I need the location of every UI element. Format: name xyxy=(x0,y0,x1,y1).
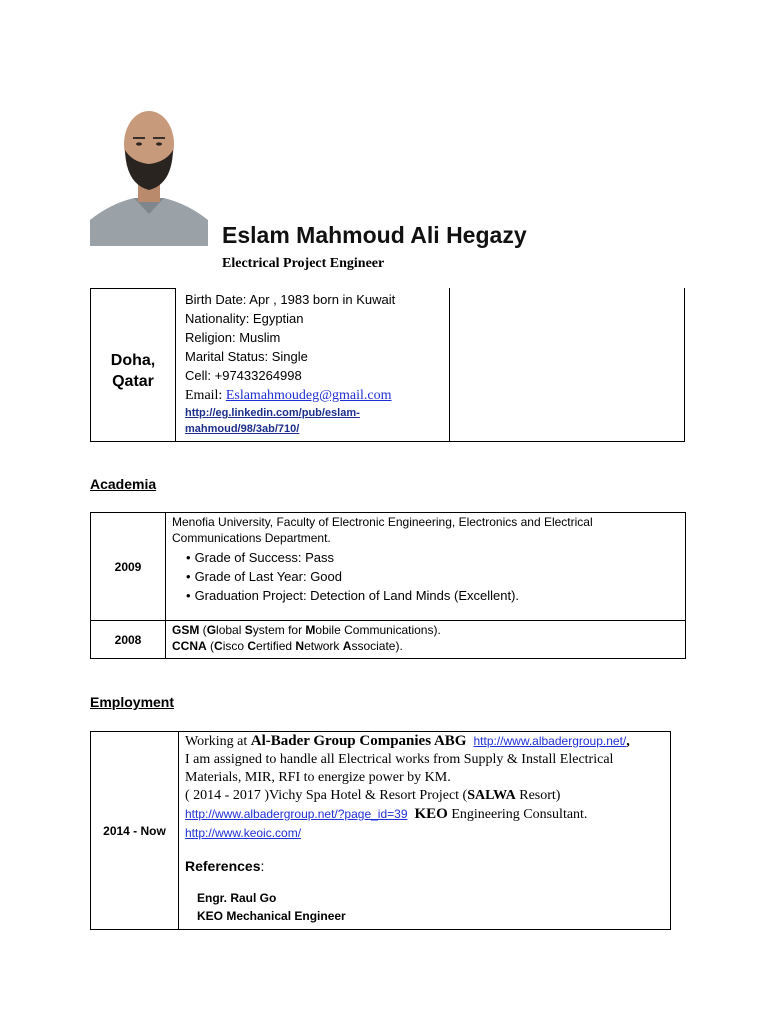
gsm-line: GSM (Global System for Mobile Communications). xyxy=(172,623,441,637)
linkedin-link-line2[interactable]: mahmoud/98/3ab/710/ xyxy=(185,423,300,435)
location-country: Qatar xyxy=(112,373,154,390)
contact-box-bottom-border xyxy=(448,441,685,442)
cell-phone: Cell: +97433264998 xyxy=(185,368,302,383)
email-label: Email: xyxy=(185,388,226,403)
university-description: Menofia University, Faculty of Electronic Engineering, Electronics and Electrical Communications Department. xyxy=(172,515,593,545)
consultant-line xyxy=(185,805,666,824)
ccna-abbr: CCNA xyxy=(172,639,207,653)
ccna-letter: C xyxy=(214,639,223,653)
linkedin-link-line1[interactable]: http://eg.linkedin.com/pub/eslam- xyxy=(185,407,360,419)
ccna-text: ertified xyxy=(256,639,296,653)
marital-status: Marital Status: Single xyxy=(185,349,308,364)
company-link[interactable]: http://www.albadergroup.net/ xyxy=(473,734,627,748)
academia-heading: Academia xyxy=(90,476,157,492)
gsm-text: obile Communications). xyxy=(315,623,441,637)
references-colon: : xyxy=(260,858,265,874)
reference-role: KEO Mechanical Engineer xyxy=(197,909,346,923)
references-heading xyxy=(185,857,666,875)
working-at-text: Working at xyxy=(185,734,251,749)
gsm-letter: M xyxy=(305,623,316,637)
ccna-letter: A xyxy=(342,639,352,653)
table-row xyxy=(91,621,686,659)
employment-table xyxy=(90,731,671,930)
location-city: Doha, xyxy=(110,352,156,369)
consultant-link[interactable]: http://www.keoic.com/ xyxy=(185,826,302,840)
academia-table xyxy=(90,512,686,659)
candidate-name: Eslam Mahmoud Ali Hegazy xyxy=(222,222,527,248)
gsm-letter: S xyxy=(244,623,253,637)
religion: Religion: Muslim xyxy=(185,330,281,345)
ccna-line: CCNA (Cisco Certified Network Associate). xyxy=(172,639,403,653)
project-suffix: Resort) xyxy=(515,788,561,803)
gsm-text: ystem for xyxy=(252,623,306,637)
certifications-cell xyxy=(166,621,686,659)
employment-heading: Employment xyxy=(90,694,175,710)
project-line xyxy=(185,787,666,805)
linkedin-row xyxy=(185,405,395,437)
company-name: Al-Bader Group Companies ABG xyxy=(250,733,467,749)
academia-description-cell xyxy=(166,513,686,621)
project-link[interactable]: http://www.albadergroup.net/?page_id=39 xyxy=(185,807,408,821)
gsm-abbr: GSM xyxy=(172,623,200,637)
ccna-letter: C xyxy=(247,639,257,653)
profile-photo xyxy=(90,92,208,246)
birth-date: Birth Date: Apr , 1983 born in Kuwait xyxy=(185,292,396,307)
consultant-name: KEO xyxy=(414,806,448,822)
ccna-text: etwork xyxy=(304,639,343,653)
reference-name: Engr. Raul Go xyxy=(197,891,277,905)
list-item: • Graduation Project: Detection of Land Minds (Excellent). xyxy=(186,586,685,605)
ccna-text: isco xyxy=(222,639,248,653)
grade-list xyxy=(172,548,685,605)
location xyxy=(92,350,174,392)
project-name: SALWA xyxy=(467,788,516,803)
employer-line xyxy=(185,732,666,751)
contact-details xyxy=(185,290,395,437)
nationality: Nationality: Egyptian xyxy=(185,311,304,326)
table-row xyxy=(91,513,686,621)
employment-description-cell xyxy=(179,732,671,930)
duty-description: I am assigned to handle all Electrical works from Supply & Install Electrical Materials, MIR, RFI to energize power by KM. xyxy=(185,752,614,785)
ccna-letter: N xyxy=(295,639,305,653)
gsm-letter: G xyxy=(206,623,217,637)
consultant-text: Engineering Consultant. xyxy=(447,807,588,822)
contact-box-right-border xyxy=(684,288,685,441)
list-item: • Grade of Success: Pass xyxy=(186,548,685,567)
email-row xyxy=(185,385,395,405)
academia-year: 2009 xyxy=(91,513,166,621)
list-item: • Grade of Last Year: Good xyxy=(186,567,685,586)
project-prefix: ( 2014 - 2017 )Vichy Spa Hotel & Resort Project ( xyxy=(185,788,468,803)
email-link[interactable]: Eslamahmoudeg@gmail.com xyxy=(225,388,392,403)
references-label: References xyxy=(185,858,261,874)
ccna-text: ssociate). xyxy=(351,639,403,653)
employment-period: 2014 - Now xyxy=(91,732,179,930)
job-title: Electrical Project Engineer xyxy=(222,256,385,271)
gsm-text: lobal xyxy=(216,623,245,637)
comma: , xyxy=(626,734,630,749)
table-row xyxy=(91,732,671,930)
academia-year: 2008 xyxy=(91,621,166,659)
